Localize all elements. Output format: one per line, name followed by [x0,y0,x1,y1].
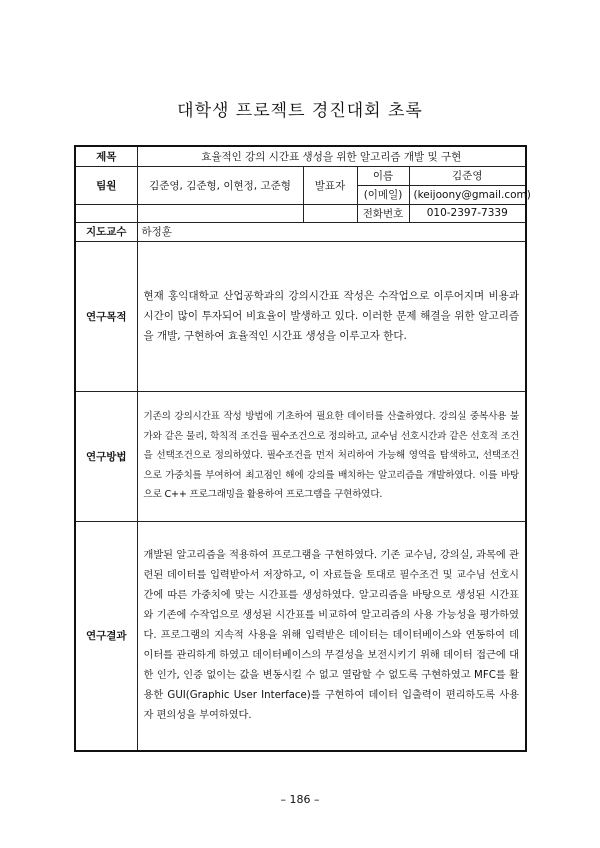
subject-label: 제목 [75,146,137,166]
team-members: 김준영, 김준형, 이현정, 고준형 [137,166,303,204]
subject-value: 효율적인 강의 시간표 생성을 위한 알고리즘 개발 및 구현 [137,146,526,166]
purpose-text: 현재 홍익대학교 산업공학과의 강의시간표 작성은 수작업으로 이루어지며 비용과 시간이 많이 투자되어 비효율이 발생하고 있다. 이러한 문제 해결을 위한 알고리즘을 개발, 구현하여 효율적인 시간표 생성을 이루고자 한다. [137,241,526,391]
name-label: 이름 [357,166,409,185]
page-number: – 186 – [280,793,320,806]
email-label: (이메일) [357,185,409,204]
presenter-label: 발표자 [303,166,357,204]
purpose-row [75,241,526,391]
phone-row [75,204,526,222]
team-label: 팀원 [75,166,137,204]
presenter-email: (keijoony@gmail.com) [409,185,526,204]
method-label: 연구방법 [75,391,137,521]
result-text: 개발된 알고리즘을 적용하여 프로그램을 구현하였다. 기존 교수님, 강의실, 과목에 관련된 데이터를 입력받아서 저장하고, 이 자료들을 토대로 필수조건 및 교수님 선호시간에 따른 가중치에 맞는 시간표를 생성하였다. 알고리즘을 바탕으로 생성된 시간표와 기존에 수작업으로 생성된 시간표를 비교하여 알고리즘의 사용 가능성을 평가하였다. 프로그램의 지속적 사용을 위해 입력받은 데이터는 데이터베이스와 연동하여 데이터를 관리하게 하였고 데이터베이스의 무결성을 보전시키기 위해 데이터 접근에 대한 인가, 인증 없이는 값을 변동시킬 수 없고 열람할 수 없도록 구현하였고 MFC를 활용한 GUI(Graphic User Interface)를 구현하여 데이터 입출력이 편리하도록 사용자 편의성을 부여하였다. [137,521,526,751]
method-row [75,391,526,521]
advisor-label: 지도교수 [75,222,137,241]
subject-row [75,146,526,166]
phone-label: 전화번호 [357,204,409,222]
result-label: 연구결과 [75,521,137,751]
presenter-name: 김준영 [409,166,526,185]
team-row [75,166,526,185]
method-text: 기존의 강의시간표 작성 방법에 기초하여 필요한 데이터를 산출하였다. 강의실 중복사용 불가와 같은 물리, 학칙적 조건을 필수조건으로 정의하고, 교수님 선호시간과 같은 선호적 조건을 선택조건으로 정의하였다. 필수조건을 먼저 처리하여 가능해 영역을 탐색하고, 선택조건으로 가중치를 부여하여 최고점인 해에 강의를 배치하는 알고리즘을 개발하였다. 이를 바탕으로 C++ 프로그래밍을 활용하여 프로그램을 구현하였다. [137,391,526,521]
advisor-row [75,222,526,241]
purpose-label: 연구목적 [75,241,137,391]
presenter-phone: 010-2397-7339 [409,204,526,222]
abstract-table [74,145,531,752]
advisor-value: 하정훈 [137,222,526,241]
result-row [75,521,526,751]
page-title: 대학생 프로젝트 경진대회 초록 [177,101,423,121]
